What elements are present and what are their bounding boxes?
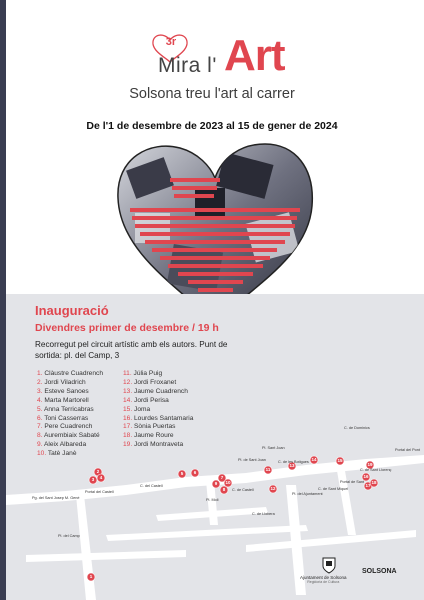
street-label: C. de Sant Llorenç bbox=[360, 468, 392, 472]
map-marker: 12 bbox=[270, 486, 276, 491]
street-label: Pl. Moli bbox=[206, 498, 219, 502]
list-item: 11. Júlia Puig bbox=[123, 370, 163, 377]
list-item: 7. Pere Cuadrench bbox=[37, 423, 93, 431]
list-item: 13. Jaume Cuadrench bbox=[123, 387, 188, 395]
list-item: 2. Jordi Viladrich bbox=[37, 378, 86, 386]
map-marker: 8 bbox=[222, 487, 226, 492]
map-marker: 5 bbox=[180, 471, 184, 476]
artist-list-col-1 bbox=[37, 370, 103, 459]
street-label: C. de Llobera bbox=[252, 512, 275, 516]
list-item: 9. Aleix Albareda bbox=[37, 441, 87, 449]
brand-logo: SOLSONA bbox=[362, 568, 397, 575]
list-item: 4. Marta Martorell bbox=[37, 396, 89, 404]
map-marker: 13 bbox=[289, 463, 295, 468]
list-item: 19. Jordi Montraveta bbox=[123, 441, 184, 449]
street-label: C. de Castell bbox=[232, 488, 254, 492]
list-item: 15. Joma bbox=[123, 405, 151, 413]
list-item: 14. Jordi Perisa bbox=[123, 396, 169, 404]
map-marker: 4 bbox=[99, 475, 103, 480]
map-marker: 3 bbox=[91, 477, 95, 482]
map-marker: 2 bbox=[96, 469, 100, 474]
list-item: 18. Jaume Roure bbox=[123, 432, 174, 440]
event-dates: De l'1 de desembre de 2023 al 15 de gener de 2024 bbox=[86, 120, 338, 132]
map-marker: 10 bbox=[225, 480, 231, 485]
map-marker: 18 bbox=[371, 480, 377, 485]
map-marker: 1 bbox=[89, 574, 93, 579]
list-item: 8. Aurembiaix Sabaté bbox=[37, 432, 100, 440]
street-label: Pl. del Ajuntament bbox=[292, 492, 323, 496]
list-item: 3. Esteve Sanoes bbox=[37, 387, 89, 395]
coat-of-arms-icon bbox=[322, 556, 336, 574]
map-marker: 17 bbox=[365, 483, 371, 488]
list-item: 1. Clàustre Cuadrench bbox=[37, 370, 103, 377]
street-label: C. de Sant Miquel bbox=[318, 487, 349, 491]
map-marker: 7 bbox=[220, 475, 224, 480]
council-name: Ajuntament de Solsona Regidoria de Cultura bbox=[300, 575, 347, 584]
street-label: Portal de Sant bbox=[340, 480, 365, 484]
title-accent: Art bbox=[224, 31, 285, 80]
street-label: Pl. de Sant Joan bbox=[238, 458, 266, 462]
map-marker: 6 bbox=[193, 470, 197, 475]
title-prefix: Mira l' bbox=[158, 54, 217, 77]
street-label: Pl. Sant Joan bbox=[262, 446, 285, 450]
list-item: 6. Toni Casserras bbox=[37, 414, 89, 422]
inauguration-description: Recorregut pel circuit artístic amb els autors. Punt de sortida: pl. del Camp, 3 bbox=[35, 340, 228, 360]
list-item: 12. Jordi Froxanet bbox=[123, 378, 177, 386]
map-marker: 11 bbox=[265, 467, 271, 472]
street-label: Pg. del Sant Josep M. Gené bbox=[32, 496, 80, 500]
edition-badge: 3r bbox=[165, 36, 177, 48]
street-label: Portal del Pont bbox=[395, 448, 420, 452]
list-item: 5. Anna Terricabras bbox=[37, 405, 94, 413]
inauguration-title: Inauguració bbox=[35, 303, 109, 318]
map-marker: 16 bbox=[363, 474, 369, 479]
map-marker: 9 bbox=[214, 481, 218, 486]
inauguration-date: Divendres primer de desembre / 19 h bbox=[35, 322, 219, 334]
street-label: C. de Dominics bbox=[344, 426, 370, 430]
list-item: 16. Lourdes Santamaria bbox=[123, 414, 194, 422]
street-label: Pl. del Camp bbox=[58, 534, 80, 538]
map-marker: 15 bbox=[337, 458, 343, 463]
list-item: 10. Tatè Janè bbox=[37, 450, 77, 458]
map-marker: 19 bbox=[367, 462, 373, 467]
street-label: C. de les Botigues bbox=[278, 460, 309, 464]
street-label: C. del Castell bbox=[140, 484, 163, 488]
map-marker: 14 bbox=[311, 457, 317, 462]
list-item: 17. Sònia Puertas bbox=[123, 423, 176, 431]
subtitle: Solsona treu l'art al carrer bbox=[129, 86, 295, 102]
artist-list-col-2 bbox=[123, 370, 193, 450]
street-label: Portal del Castell bbox=[85, 490, 114, 494]
